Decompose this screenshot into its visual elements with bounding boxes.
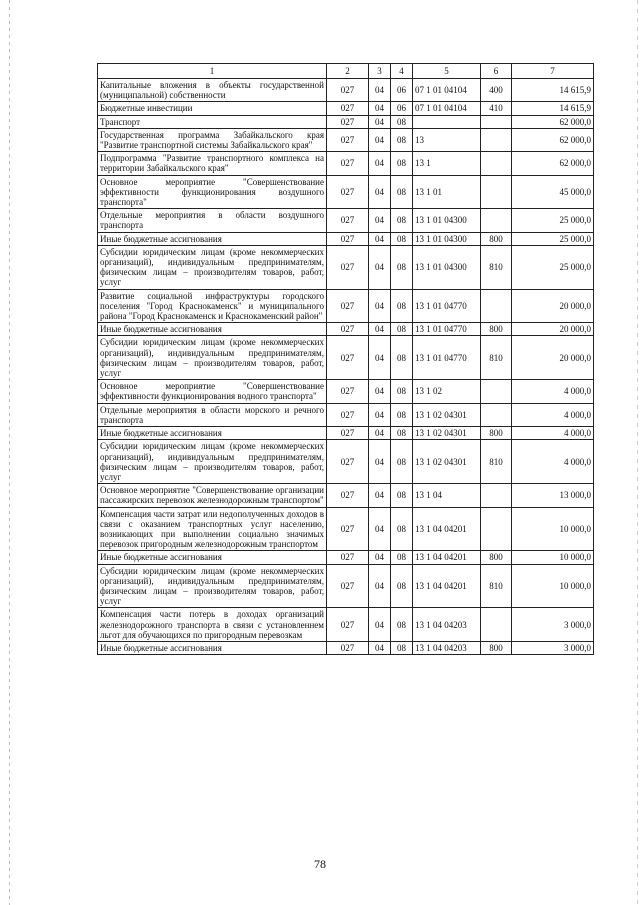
cell-amount: 25 000,0 xyxy=(512,209,594,232)
cell-subsection: 08 xyxy=(391,115,413,128)
cell-admin-code: 027 xyxy=(327,245,369,289)
cell-item-name: Основное мероприятие "Совершенствование организации пассажирских перевозок железнодорожным транспортом" xyxy=(98,484,327,507)
cell-target-article: 13 1 04 04201 xyxy=(413,507,481,551)
cell-subsection: 08 xyxy=(391,128,413,151)
table-row xyxy=(98,79,594,102)
cell-admin-code: 027 xyxy=(327,564,369,608)
cell-admin-code: 027 xyxy=(327,641,369,654)
cell-target-article: 07 1 01 04104 xyxy=(413,79,481,102)
cell-admin-code: 027 xyxy=(327,152,369,175)
cell-subsection: 08 xyxy=(391,427,413,440)
col-header: 1 xyxy=(98,64,327,79)
cell-amount: 62 000,0 xyxy=(512,128,594,151)
cell-amount: 14 615,9 xyxy=(512,79,594,102)
cell-subsection: 06 xyxy=(391,102,413,115)
cell-expense-type: 800 xyxy=(481,323,512,336)
cell-subsection: 08 xyxy=(391,564,413,608)
cell-admin-code: 027 xyxy=(327,289,369,323)
cell-expense-type xyxy=(481,380,512,403)
cell-subsection: 08 xyxy=(391,608,413,642)
cell-section: 04 xyxy=(369,641,391,654)
cell-subsection: 08 xyxy=(391,403,413,426)
cell-section: 04 xyxy=(369,152,391,175)
cell-expense-type: 810 xyxy=(481,564,512,608)
cell-expense-type xyxy=(481,175,512,209)
cell-item-name: Развитие социальной инфраструктуры городского поселения "Город Краснокаменск" и муниципального района "Город Краснокаменск и Краснокаменский район" xyxy=(98,289,327,323)
cell-expense-type: 800 xyxy=(481,427,512,440)
cell-target-article: 13 1 02 xyxy=(413,380,481,403)
cell-expense-type xyxy=(481,115,512,128)
cell-target-article: 13 1 04 04201 xyxy=(413,551,481,564)
cell-section: 04 xyxy=(369,336,391,380)
cell-admin-code: 027 xyxy=(327,427,369,440)
cell-section: 04 xyxy=(369,608,391,642)
cell-expense-type xyxy=(481,128,512,151)
cell-section: 04 xyxy=(369,115,391,128)
col-header: 2 xyxy=(327,64,369,79)
cell-subsection: 08 xyxy=(391,209,413,232)
cell-expense-type: 810 xyxy=(481,440,512,484)
cell-amount: 20 000,0 xyxy=(512,323,594,336)
table-row xyxy=(98,152,594,175)
table-row xyxy=(98,427,594,440)
table-row xyxy=(98,403,594,426)
cell-target-article: 13 1 04 xyxy=(413,484,481,507)
cell-amount: 4 000,0 xyxy=(512,427,594,440)
cell-admin-code: 027 xyxy=(327,209,369,232)
cell-amount: 62 000,0 xyxy=(512,152,594,175)
header-row xyxy=(98,64,594,79)
cell-section: 04 xyxy=(369,209,391,232)
table-row xyxy=(98,507,594,551)
cell-section: 04 xyxy=(369,403,391,426)
cell-expense-type: 800 xyxy=(481,641,512,654)
cell-item-name: Основное мероприятие "Совершенствование эффективности функционирования водного транспорта" xyxy=(98,380,327,403)
cell-expense-type xyxy=(481,403,512,426)
cell-item-name: Иные бюджетные ассигнования xyxy=(98,323,327,336)
cell-amount: 25 000,0 xyxy=(512,232,594,245)
cell-section: 04 xyxy=(369,564,391,608)
table-row xyxy=(98,641,594,654)
cell-subsection: 06 xyxy=(391,79,413,102)
cell-target-article: 13 1 xyxy=(413,152,481,175)
cell-amount: 20 000,0 xyxy=(512,336,594,380)
cell-amount: 13 000,0 xyxy=(512,484,594,507)
cell-section: 04 xyxy=(369,484,391,507)
cell-item-name: Подпрограмма "Развитие транспортного комплекса на территории Забайкальского края" xyxy=(98,152,327,175)
table-row xyxy=(98,323,594,336)
cell-admin-code: 027 xyxy=(327,484,369,507)
cell-expense-type: 810 xyxy=(481,336,512,380)
page-number: 78 xyxy=(314,857,326,871)
cell-subsection: 08 xyxy=(391,289,413,323)
cell-admin-code: 027 xyxy=(327,608,369,642)
cell-amount: 45 000,0 xyxy=(512,175,594,209)
table-row xyxy=(98,608,594,642)
cell-amount: 4 000,0 xyxy=(512,440,594,484)
cell-amount: 25 000,0 xyxy=(512,245,594,289)
cell-item-name: Капитальные вложения в объекты государственной (муниципальной) собственности xyxy=(98,79,327,102)
cell-item-name: Основное мероприятие "Совершенствование эффективности функционирования воздушного транспорта" xyxy=(98,175,327,209)
cell-item-name: Компенсация части затрат или недополученных доходов в связи с оказанием транспортных услуг населению, возникающих при выполнении социально значимых перевозок пригородным железнодорожным транспортом xyxy=(98,507,327,551)
table-row xyxy=(98,440,594,484)
cell-section: 04 xyxy=(369,102,391,115)
table-row xyxy=(98,289,594,323)
table-row xyxy=(98,551,594,564)
cell-admin-code: 027 xyxy=(327,79,369,102)
cell-item-name: Компенсация части потерь в доходах организаций железнодорожного транспорта в связи с установленнем льгот для обучающихся по пригородным перевозкам xyxy=(98,608,327,642)
cell-target-article: 07 1 01 04104 xyxy=(413,102,481,115)
cell-item-name: Отдельные мероприятия в области воздушного транспорта xyxy=(98,209,327,232)
table-row xyxy=(98,102,594,115)
cell-subsection: 08 xyxy=(391,484,413,507)
cell-amount: 10 000,0 xyxy=(512,564,594,608)
cell-target-article: 13 1 02 04301 xyxy=(413,427,481,440)
cell-target-article: 13 1 01 04300 xyxy=(413,209,481,232)
cell-section: 04 xyxy=(369,507,391,551)
cell-target-article xyxy=(413,115,481,128)
cell-target-article: 13 1 01 04770 xyxy=(413,336,481,380)
cell-amount: 4 000,0 xyxy=(512,403,594,426)
cell-expense-type: 400 xyxy=(481,79,512,102)
cell-item-name: Иные бюджетные ассигнования xyxy=(98,641,327,654)
cell-target-article: 13 1 04 04203 xyxy=(413,641,481,654)
cell-admin-code: 027 xyxy=(327,102,369,115)
cell-target-article: 13 1 01 04300 xyxy=(413,232,481,245)
col-header: 6 xyxy=(481,64,512,79)
cell-amount: 62 000,0 xyxy=(512,115,594,128)
cell-subsection: 08 xyxy=(391,380,413,403)
cell-item-name: Государственная программа Забайкальского края "Развитие транспортной системы Забайкальского края" xyxy=(98,128,327,151)
cell-section: 04 xyxy=(369,440,391,484)
cell-item-name: Иные бюджетные ассигнования xyxy=(98,551,327,564)
cell-target-article: 13 1 01 04770 xyxy=(413,289,481,323)
cell-admin-code: 027 xyxy=(327,115,369,128)
cell-section: 04 xyxy=(369,323,391,336)
cell-target-article: 13 1 02 04301 xyxy=(413,403,481,426)
budget-table xyxy=(97,63,594,655)
col-header: 4 xyxy=(391,64,413,79)
cell-admin-code: 027 xyxy=(327,323,369,336)
cell-target-article: 13 1 01 04300 xyxy=(413,245,481,289)
cell-admin-code: 027 xyxy=(327,336,369,380)
cell-target-article: 13 1 04 04203 xyxy=(413,608,481,642)
cell-expense-type: 410 xyxy=(481,102,512,115)
cell-expense-type xyxy=(481,608,512,642)
cell-subsection: 08 xyxy=(391,641,413,654)
cell-section: 04 xyxy=(369,427,391,440)
cell-subsection: 08 xyxy=(391,152,413,175)
table-row xyxy=(98,564,594,608)
cell-expense-type xyxy=(481,484,512,507)
cell-target-article: 13 1 04 04201 xyxy=(413,564,481,608)
cell-target-article: 13 1 01 xyxy=(413,175,481,209)
cell-section: 04 xyxy=(369,289,391,323)
cell-expense-type xyxy=(481,152,512,175)
cell-expense-type xyxy=(481,507,512,551)
cell-target-article: 13 1 02 04301 xyxy=(413,440,481,484)
table-row xyxy=(98,128,594,151)
cell-subsection: 08 xyxy=(391,323,413,336)
cell-item-name: Субсидии юридическим лицам (кроме некоммерческих организаций), индивидуальным предпринимателям, физическим лицам – производителям товаров, работ, услуг xyxy=(98,245,327,289)
cell-section: 04 xyxy=(369,232,391,245)
cell-target-article: 13 1 01 04770 xyxy=(413,323,481,336)
cell-admin-code: 027 xyxy=(327,175,369,209)
cell-section: 04 xyxy=(369,551,391,564)
cell-section: 04 xyxy=(369,245,391,289)
cell-item-name: Иные бюджетные ассигнования xyxy=(98,232,327,245)
cell-admin-code: 027 xyxy=(327,403,369,426)
cell-item-name: Бюджетные инвестиции xyxy=(98,102,327,115)
table-row xyxy=(98,209,594,232)
cell-target-article: 13 xyxy=(413,128,481,151)
cell-admin-code: 027 xyxy=(327,232,369,245)
scan-edge-left xyxy=(9,0,10,905)
cell-admin-code: 027 xyxy=(327,128,369,151)
cell-expense-type xyxy=(481,289,512,323)
cell-expense-type: 800 xyxy=(481,232,512,245)
cell-section: 04 xyxy=(369,79,391,102)
table-row xyxy=(98,380,594,403)
cell-section: 04 xyxy=(369,380,391,403)
cell-amount: 14 615,9 xyxy=(512,102,594,115)
cell-subsection: 08 xyxy=(391,175,413,209)
cell-amount: 4 000,0 xyxy=(512,380,594,403)
cell-expense-type: 810 xyxy=(481,245,512,289)
cell-subsection: 08 xyxy=(391,507,413,551)
cell-subsection: 08 xyxy=(391,245,413,289)
cell-admin-code: 027 xyxy=(327,507,369,551)
table-row xyxy=(98,115,594,128)
cell-amount: 3 000,0 xyxy=(512,641,594,654)
table-row xyxy=(98,484,594,507)
cell-amount: 10 000,0 xyxy=(512,507,594,551)
col-header: 5 xyxy=(413,64,481,79)
table-row xyxy=(98,245,594,289)
cell-expense-type: 800 xyxy=(481,551,512,564)
cell-item-name: Отдельные мероприятия в области морского и речного транспорта xyxy=(98,403,327,426)
cell-section: 04 xyxy=(369,175,391,209)
cell-amount: 10 000,0 xyxy=(512,551,594,564)
cell-subsection: 08 xyxy=(391,440,413,484)
cell-amount: 20 000,0 xyxy=(512,289,594,323)
table-row xyxy=(98,175,594,209)
cell-admin-code: 027 xyxy=(327,551,369,564)
cell-item-name: Субсидии юридическим лицам (кроме некоммерческих организаций), индивидуальным предпринимателям, физическим лицам – производителям товаров, работ, услуг xyxy=(98,336,327,380)
cell-item-name: Субсидии юридическим лицам (кроме некоммерческих организаций), индивидуальным предпринимателям, физическим лицам – производителям товаров, работ, услуг xyxy=(98,564,327,608)
table-row xyxy=(98,232,594,245)
scan-edge-right xyxy=(637,0,638,905)
cell-admin-code: 027 xyxy=(327,380,369,403)
cell-item-name: Субсидии юридическим лицам (кроме некоммерческих организаций), индивидуальным предпринимателям, физическим лицам – производителям товаров, работ, услуг xyxy=(98,440,327,484)
cell-amount: 3 000,0 xyxy=(512,608,594,642)
cell-item-name: Транспорт xyxy=(98,115,327,128)
col-header: 7 xyxy=(512,64,594,79)
cell-admin-code: 027 xyxy=(327,440,369,484)
col-header: 3 xyxy=(369,64,391,79)
cell-subsection: 08 xyxy=(391,232,413,245)
cell-section: 04 xyxy=(369,128,391,151)
cell-subsection: 08 xyxy=(391,551,413,564)
table-row xyxy=(98,336,594,380)
cell-subsection: 08 xyxy=(391,336,413,380)
cell-item-name: Иные бюджетные ассигнования xyxy=(98,427,327,440)
cell-expense-type xyxy=(481,209,512,232)
